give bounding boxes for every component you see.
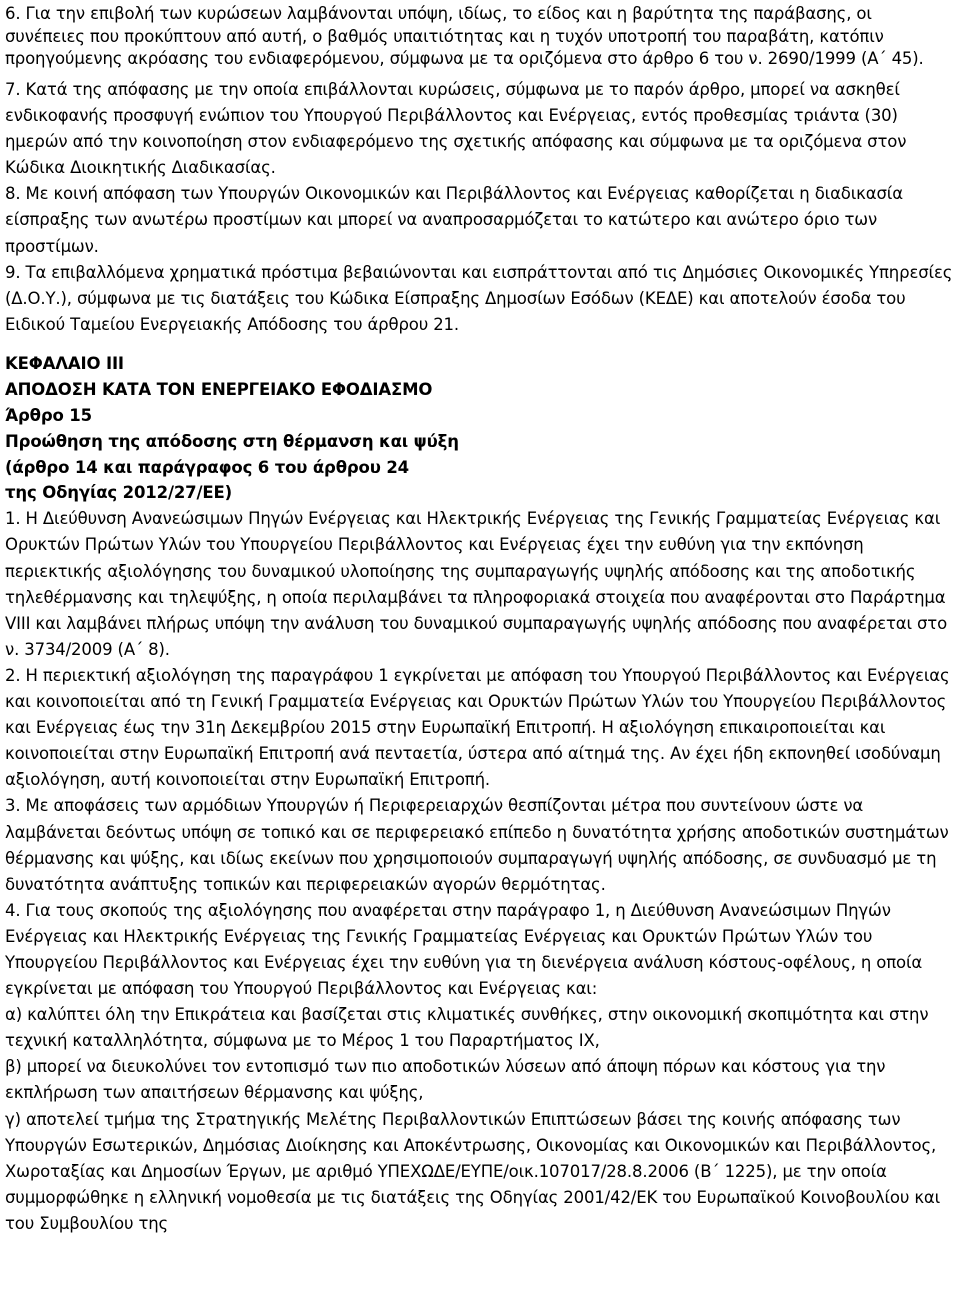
- paragraph-8: 8. Με κοινή απόφαση των Υπουργών Οικονομικών και Περιβάλλοντος και Ενέργειας καθορίζεται η διαδικασία είσπραξης των ανωτέρω προστίμων και μπορεί να αναπροσαρμόζεται το κατώτερο και ανώτερο όριο των προστίμων.: [5, 184, 903, 256]
- article-item-c: γ) αποτελεί τμήμα της Στρατηγικής Μελέτης Περιβαλλοντικών Επιπτώσεων βάσει της κοινής απόφασης των Υπουργών Εσωτερικών, Δημόσιας Διοίκησης και Αποκέντρωσης, Οικονομίας και Οικονομικών και Περιβάλλοντος, Χωροταξίας και Δημοσίων Έργων, με αριθμό ΥΠΕΧΩΔΕ/ΕΥΠΕ/οικ.107017/28.8.2006 (Β΄ 1225), με την οποία συμμορφώθηκε η ελληνική νομοθεσία με τις διατάξεις της Οδηγίας 2001/42/ΕΚ του Ευρωπαϊκού Κοινοβουλίου και του Συμβουλίου της: [5, 1109, 941, 1233]
- article-title: Προώθηση της απόδοσης στη θέρμανση και ψύξη: [5, 431, 459, 451]
- chapter-title: ΑΠΟΔΟΣΗ ΚΑΤΑ ΤΟΝ ΕΝΕΡΓΕΙΑΚΟ ΕΦΟΔΙΑΣΜΟ: [5, 379, 433, 399]
- article-paragraph-4: 4. Για τους σκοπούς της αξιολόγησης που αναφέρεται στην παράγραφο 1, η Διεύθυνση Ανανεώσιμων Πηγών Ενέργειας και Ηλεκτρικής Ενέργειας της Γενικής Γραμματείας Ενέργειας και Ορυκτών Πρώτων Υλών του Υπουργείου Περιβάλλοντος και Ενέργειας έχει την ευθύνη για τη διενέργεια ανάλυση κόστους-οφέλους, η οποία εγκρίνεται με απόφαση του Υπουργού Περιβάλλοντος και Ενέργειας και:: [5, 900, 923, 999]
- paragraph-9: 9. Τα επιβαλλόμενα χρηματικά πρόστιμα βεβαιώνονται και εισπράττονται από τις Δημόσιες Οικονομικές Υπηρεσίες (Δ.Ο.Υ.), σύμφωνα με τις διατάξεις του Κώδικα Είσπραξης Δημοσίων Εσόδων (ΚΕΔΕ) και αποτελούν έσοδα του Ειδικού Ταμείου Ενεργειακής Απόδοσης του άρθρου 21.: [5, 262, 953, 334]
- article-item-b: β) μπορεί να διευκολύνει τον εντοπισμό των πιο αποδοτικών λύσεων από άποψη πόρων και κόστους για την εκπλήρωση των απαιτήσεων θέρμανσης και ψύξης,: [5, 1057, 886, 1103]
- main-text: [5, 77, 955, 1237]
- article-number: Άρθρο 15: [5, 405, 92, 425]
- paragraph-7: 7. Κατά της απόφασης με την οποία επιβάλλονται κυρώσεις, σύμφωνα με το παρόν άρθρο, μπορεί να ασκηθεί ενδικοφανής προσφυγή ενώπιον του Υπουργού Περιβάλλοντος και Ενέργειας, εντός προθεσμίας τριάντα (30) ημερών από την κοινοποίηση στον ενδιαφερόμενο της σχετικής απόφασης και σύμφωνα με τα οριζόμενα στον Κώδικα Διοικητικής Διαδικασίας.: [5, 80, 907, 178]
- article-paragraph-3: 3. Με αποφάσεις των αρμόδιων Υπουργών ή Περιφερειαρχών θεσπίζονται μέτρα που συντείνουν ώστε να λαμβάνεται δεόντως υπόψη σε τοπικό και σε περιφερειακό επίπεδο η δυνατότητα χρήσης αποδοτικών συστημάτων θέρμανσης και ψύξης, και ιδίως εκείνων που χρησιμοποιούν συμπαραγωγή υψηλής απόδοσης, σε συνδυασμό με τη δυνατότητα ανάπτυξης τοπικών και περιφερειακών αγορών θερμότητας.: [5, 796, 949, 894]
- article-reference-line2: της Οδηγίας 2012/27/ΕΕ): [5, 483, 233, 503]
- article-paragraph-1: 1. Η Διεύθυνση Ανανεώσιμων Πηγών Ενέργειας και Ηλεκτρικής Ενέργειας της Γενικής Γραμματείας Ενέργειας και Ορυκτών Πρώτων Υλών του Υπουργείου Περιβάλλοντος και Ενέργειας έχει την ευθύνη για την εκπόνηση περιεκτικής αξιολόγησης του δυναμικού υλοποίησης της συμπαραγωγής υψηλής απόδοσης και της αποδοτικής τηλεθέρμανσης και τηλεψύξης, η οποία περιλαμβάνει τα πληροφοριακά στοιχεία που αναφέρονται στο Παράρτημα VIII και λαμβάνει πλήρως υπόψη την ανάλυση του δυναμικού συμπαραγωγής υψηλής απόδοσης που αναφέρεται στο ν. 3734/2009 (Α΄ 8).: [5, 509, 948, 659]
- paragraph-6: [5, 3, 955, 71]
- paragraph-text: 6. Για την επιβολή των κυρώσεων λαμβάνονται υπόψη, ιδίως, το είδος και η βαρύτητα της παράβασης, οι συνέπειες που προκύπτουν από αυτή, ο βαθμός υπαιτιότητας και η τυχόν υποτροπή του παραβάτη, κατόπιν προηγούμενης ακρόασης του ενδιαφερόμενου, σύμφωνα με τα οριζόμενα στο άρθρο 6 του ν. 2690/1999 (Α΄ 45).: [5, 4, 924, 69]
- article-item-a: α) καλύπτει όλη την Επικράτεια και βασίζεται στις κλιματικές συνθήκες, στην οικονομική σκοπιμότητα και στην τεχνική καταλληλότητα, σύμφωνα με το Μέρος 1 του Παραρτήματος ΙΧ,: [5, 1005, 929, 1051]
- article-paragraph-2: 2. Η περιεκτική αξιολόγηση της παραγράφου 1 εγκρίνεται με απόφαση του Υπουργού Περιβάλλοντος και Ενέργειας και κοινοποιείται από τη Γενική Γραμματεία Ενέργειας και Ορυκτών Πρώτων Υλών του Υπουργείου Περιβάλλοντος και Ενέργειας έως την 31η Δεκεμβρίου 2015 στην Ευρωπαϊκή Επιτροπή. Η αξιολόγηση επικαιροποιείται και κοινοποιείται στην Ευρωπαϊκή Επιτροπή ανά πενταετία, ύστερα από αίτημά της. Αν έχει ήδη εκπονηθεί ισοδύναμη αξιολόγηση, αυτή κοινοποιείται στην Ευρωπαϊκή Επιτροπή.: [5, 665, 950, 790]
- chapter-heading: [5, 351, 955, 506]
- article-reference-line1: (άρθρο 14 και παράγραφος 6 του άρθρου 24: [5, 457, 409, 477]
- chapter-number: ΚΕΦΑΛΑΙΟ ΙΙΙ: [5, 353, 124, 373]
